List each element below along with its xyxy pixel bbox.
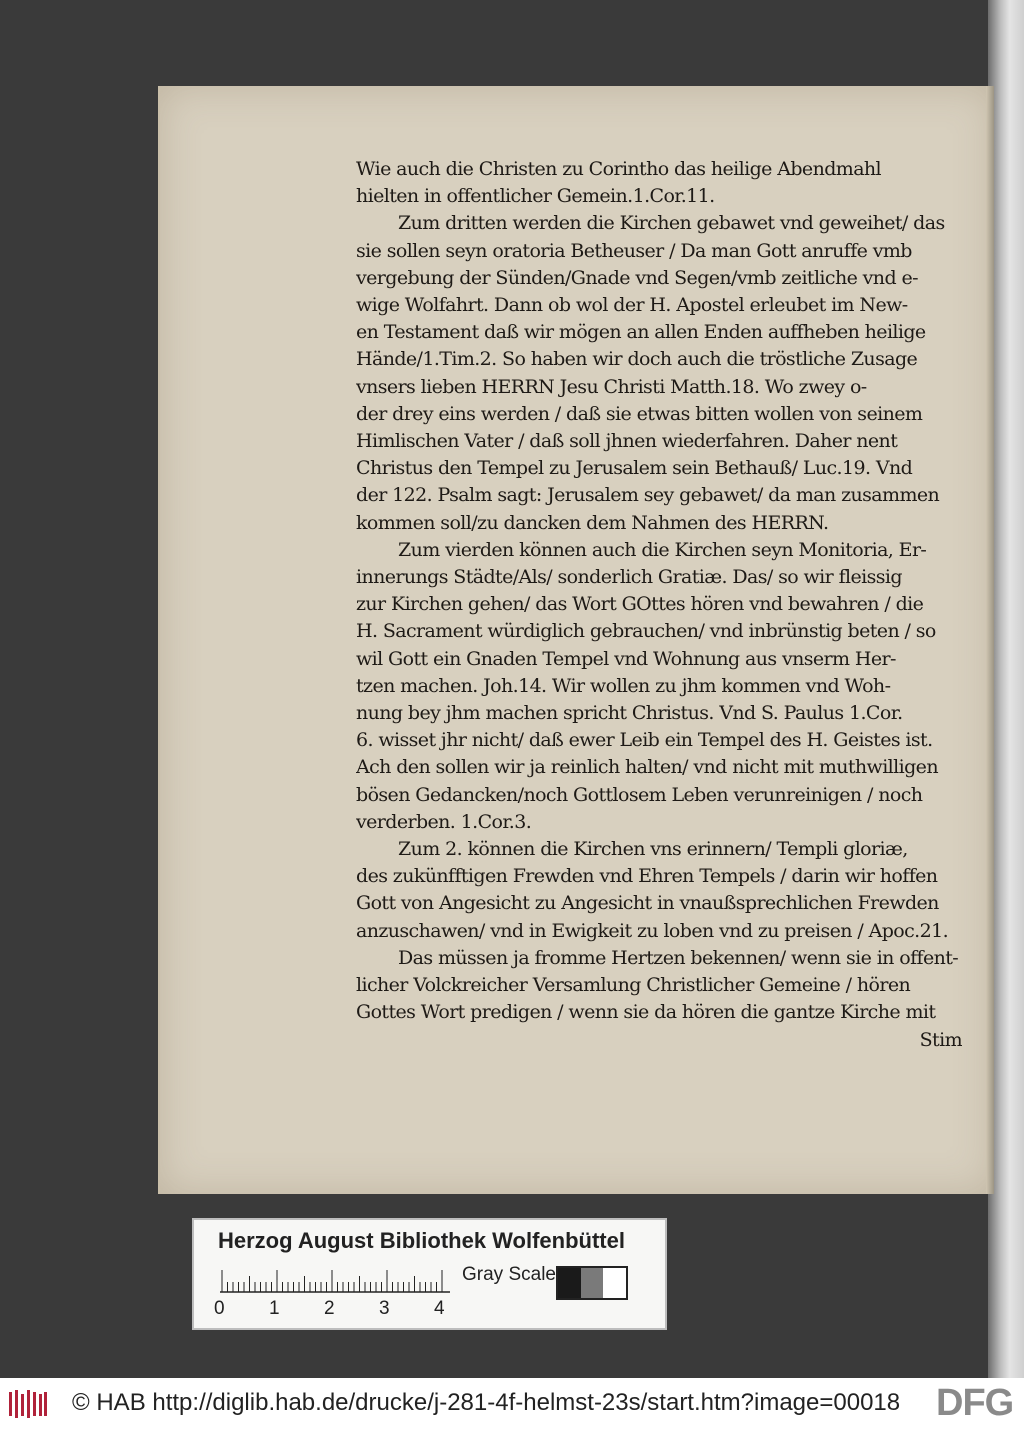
text-line: Gott von Angesicht zu Angesicht in vnaußsprechlichen Frewden	[356, 892, 939, 915]
text-line: des zukünfftigen Frewden vnd Ehren Tempels / darin wir hoffen	[356, 865, 938, 888]
text-line: Wie auch die Christen zu Corintho das heilige Abendmahl	[356, 158, 882, 180]
footer-bar	[0, 1378, 1024, 1430]
text-line: bösen Gedancken/noch Gottlosem Leben verunreinigen / noch	[356, 783, 923, 806]
text-line: en Testament daß wir mögen an allen Enden auffheben heilige	[356, 321, 926, 344]
text-line: anzuschawen/ vnd in Ewigkeit zu loben vnd zu preisen / Apoc.21.	[356, 919, 949, 942]
text-line: wige Wolfahrt. Dann ob wol der H. Apostel erleubet im New-	[356, 294, 908, 317]
text-line: 6. wisset jhr nicht/ daß ewer Leib ein Tempel des H. Geistes ist.	[356, 729, 933, 752]
text-line: verderben. 1.Cor.3.	[356, 810, 532, 833]
gray-patch-mid	[581, 1268, 604, 1298]
text-line: Gottes Wort predigen / wenn sie da hören die gantze Kirche mit	[356, 1001, 936, 1024]
text-line: kommen soll/zu dancken dem Nahmen des HERRN.	[356, 511, 829, 534]
text-line: sie sollen seyn oratoria Betheuser / Da man Gott anruffe vmb	[356, 239, 912, 262]
text-line: Das müssen ja fromme Hertzen bekennen/ wenn sie in offent-	[398, 946, 959, 969]
text-line: hielten in offentlicher Gemein.1.Cor.11.	[356, 185, 715, 208]
library-title: Herzog August Bibliothek Wolfenbüttel	[218, 1228, 625, 1253]
gray-patch-light	[603, 1268, 626, 1298]
page-edge	[986, 86, 994, 1194]
text-line: vnsers lieben HERRN Jesu Christi Matth.18. Wo zwey o-	[356, 375, 867, 398]
text-line: innerungs Städte/Als/ sonderlich Gratiæ. Das/ so wir fleissig	[356, 566, 902, 589]
ruler-label: 0	[214, 1298, 225, 1319]
text-line: Stim	[919, 1028, 962, 1051]
dfg-logo: DFG	[936, 1382, 1014, 1424]
text-line: nung bey jhm machen spricht Christus. Vnd S. Paulus 1.Cor.	[356, 702, 903, 725]
text-line: zur Kirchen gehen/ das Wort GOttes hören vnd bewahren / die	[356, 593, 924, 616]
text-line: Zum 2. können die Kirchen vns erinnern/ Templi gloriæ,	[398, 838, 908, 861]
text-line: der 122. Psalm sagt: Jerusalem sey gebawet/ da man zusammen	[356, 484, 940, 507]
text-line: der drey eins werden / daß sie etwas bitten wollen von seinem	[356, 402, 923, 425]
ruler-icon	[220, 1266, 456, 1294]
page-text	[356, 156, 962, 1054]
text-line: Himlischen Vater / daß soll jhnen wiederfahren. Daher nent	[356, 430, 898, 453]
ruler-label: 4	[434, 1298, 445, 1319]
gray-scale-label: Gray Scale	[462, 1264, 556, 1285]
footer-url: © HAB http://diglib.hab.de/drucke/j-281-4f-helmst-23s/start.htm?image=00018	[72, 1389, 901, 1416]
text-line: Ach den sollen wir ja reinlich halten/ vnd nicht mit muthwilligen	[356, 756, 938, 779]
ruler-label: 2	[324, 1298, 335, 1319]
text-line: H. Sacrament würdiglich gebrauchen/ vnd inbrünstig beten / so	[356, 620, 936, 643]
ruler-label: 1	[269, 1298, 280, 1319]
hab-logo-icon	[8, 1388, 48, 1420]
ruler-label: 3	[379, 1298, 390, 1319]
text-line: Zum vierden können auch die Kirchen seyn Monitoria, Er-	[398, 538, 927, 561]
color-reference-card	[192, 1218, 667, 1330]
text-line: licher Volckreicher Versamlung Christlicher Gemeine / hören	[356, 974, 911, 997]
text-line: Zum dritten werden die Kirchen gebawet vnd geweihet/ das	[398, 212, 945, 235]
gray-patch-dark	[558, 1268, 581, 1298]
text-line: tzen machen. Joh.14. Wir wollen zu jhm kommen vnd Woh-	[356, 674, 891, 697]
gray-scale-patches	[556, 1266, 628, 1300]
text-line: Hände/1.Tim.2. So haben wir doch auch die tröstliche Zusage	[356, 348, 918, 371]
text-line: vergebung der Sünden/Gnade vnd Segen/vmb zeitliche vnd e-	[356, 266, 918, 289]
text-line: Christus den Tempel zu Jerusalem sein Bethauß/ Luc.19. Vnd	[356, 457, 913, 480]
text-line: wil Gott ein Gnaden Tempel vnd Wohnung aus vnserm Her-	[356, 647, 896, 670]
